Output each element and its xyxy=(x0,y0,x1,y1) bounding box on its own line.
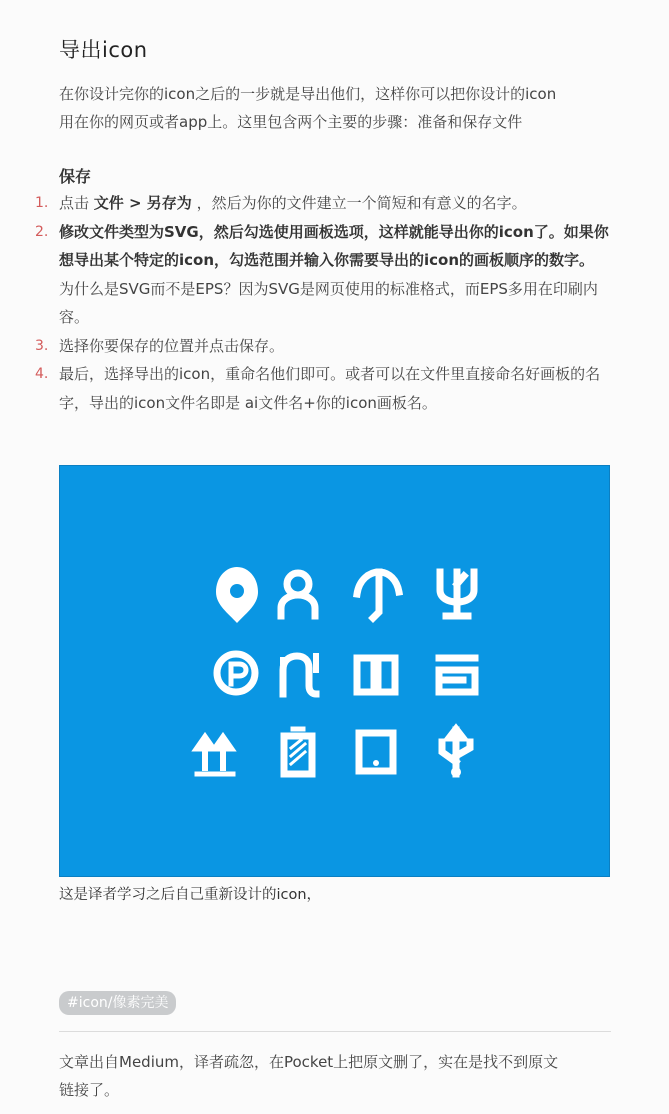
step-text-pre: 点击 xyxy=(59,194,94,212)
umbrella-icon xyxy=(357,572,399,618)
image-caption: 这是译者学习之后自己重新设计的icon， xyxy=(59,887,322,903)
open-book-icon xyxy=(357,658,395,692)
person-icon xyxy=(281,573,315,616)
step-text: 选择你要保存的位置并点击保存。 xyxy=(59,336,285,355)
section-heading-save: 保存 xyxy=(59,167,92,186)
step-text-post: 为什么是SVG而不是EPS？因为SVG是网页使用的标准格式，而EPS多用在印刷内容。 xyxy=(59,279,598,326)
parking-icon xyxy=(217,654,255,692)
footnote-line-1: 文章出自Medium，译者疏忽，在Pocket上把原文删了，实在是找不到原文 xyxy=(59,1053,559,1071)
list-item xyxy=(30,360,612,417)
footnote-line-2: 链接了。 xyxy=(59,1081,120,1099)
step-text-bold: 修改文件类型为SVG，然后勾选使用画板选项，这样就能导出你的icon了。如果你想导出某个特定的icon，勾选范围并输入你需要导出的icon的画板顺序的数字。 xyxy=(59,222,609,269)
upload-arrows-icon xyxy=(197,738,233,774)
steps-list xyxy=(30,189,612,417)
usb-trident-icon xyxy=(440,572,474,616)
location-pin-icon xyxy=(216,567,258,623)
step-number: 3. xyxy=(35,337,49,354)
intro-line-2: 用在你的网页或者app上。这里包含两个主要的步骤：准备和保存文件 xyxy=(59,113,523,131)
list-item xyxy=(30,332,612,361)
article-title: 导出icon xyxy=(59,38,148,62)
curvy-road-icon xyxy=(283,656,316,694)
tag-badge[interactable]: #icon/像素完美 xyxy=(59,991,176,1015)
battery-icon xyxy=(284,729,312,774)
tablet-icon xyxy=(359,733,393,771)
step-number: 1. xyxy=(35,195,49,211)
intro-paragraph xyxy=(59,80,611,136)
icon-grid xyxy=(60,466,611,878)
step-number: 4. xyxy=(35,366,49,382)
usb-icon xyxy=(442,729,470,777)
step-number: 2. xyxy=(35,223,49,240)
layers-icon xyxy=(439,658,475,692)
intro-line-1: 在你设计完你的icon之后的一步就是导出他们，这样你可以把你设计的icon xyxy=(59,85,557,103)
divider xyxy=(59,1031,611,1032)
step-text: 最后，选择导出的icon，重命名他们即可。或者可以在文件里直接命名好画板的名字，导出的icon文件名即是 ai文件名+你的icon画板名。 xyxy=(59,365,601,412)
list-item xyxy=(30,218,612,332)
list-item xyxy=(30,189,612,218)
footnote-paragraph xyxy=(59,1048,611,1104)
step-text-post: ，然后为你的文件建立一个简短和有意义的名字。 xyxy=(191,194,527,212)
step-text-bold: 文件 > 另存为 xyxy=(93,194,192,212)
icon-set-image xyxy=(59,465,610,877)
